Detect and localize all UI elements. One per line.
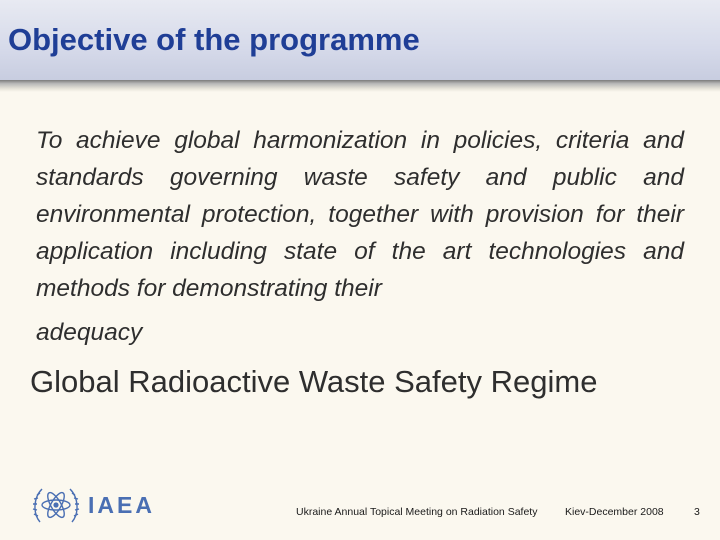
iaea-logo-text: IAEA [88, 492, 155, 518]
title-divider [0, 80, 720, 92]
footer-date: Kiev-December 2008 [565, 506, 664, 518]
objective-paragraph-tail: adequacy [36, 319, 143, 346]
iaea-emblem-icon [30, 480, 82, 530]
regime-heading: Global Radioactive Waste Safety Regime [30, 364, 598, 399]
objective-paragraph: To achieve global harmonization in policies, criteria and standards governing waste safety and public and environmental protection, together with provision for their application including state of the art technologies and methods for demonstrating their [36, 127, 684, 302]
page-number: 3 [694, 506, 700, 518]
footer-meeting-name: Ukraine Annual Topical Meeting on Radiation Safety [296, 506, 538, 518]
page-title: Objective of the programme [8, 22, 420, 57]
